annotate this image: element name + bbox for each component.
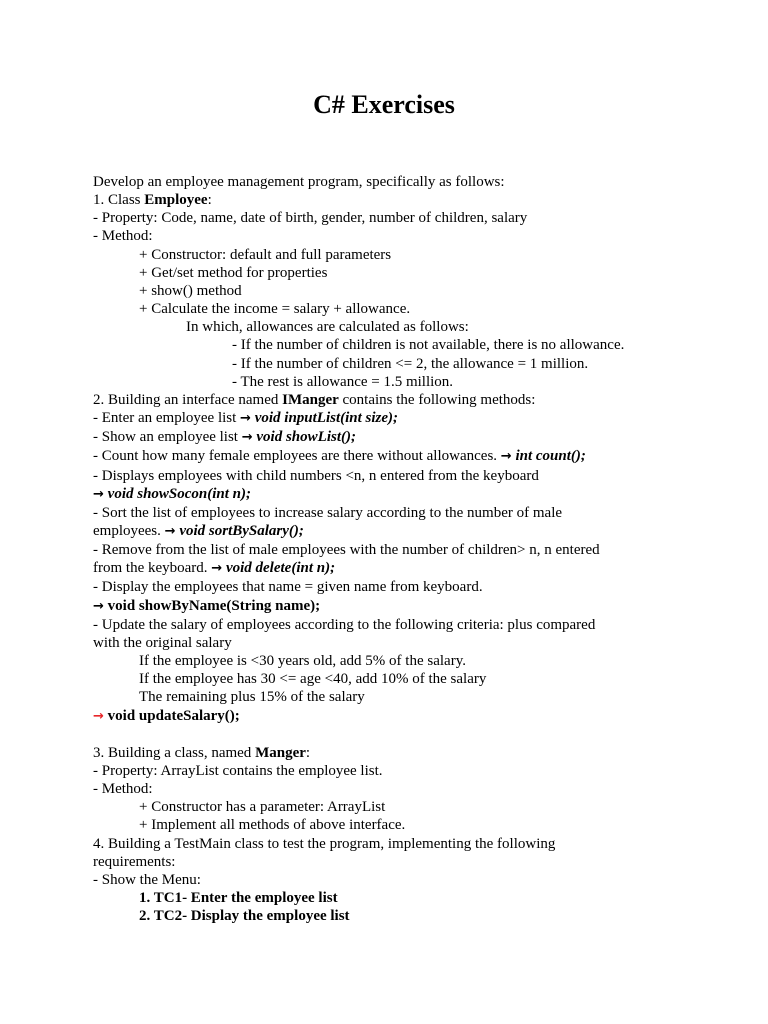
method-desc: from the keyboard. <box>93 560 212 577</box>
method-update-desc-2: with the original salary <box>93 634 232 651</box>
section-1-prefix: 1. Class <box>93 192 145 209</box>
section-3-heading <box>93 744 683 762</box>
arrow-icon: → <box>211 561 223 577</box>
interface-name: IManger <box>282 391 339 408</box>
method-signature: void sortBySalary(); <box>179 522 304 539</box>
method-show-by-name <box>93 597 683 616</box>
method-signature: void showSocon(int n); <box>107 485 252 502</box>
arrow-icon: → <box>241 430 253 446</box>
section-3-suffix: : <box>305 744 311 761</box>
method-sort <box>93 522 683 541</box>
employee-method-2: + Get/set method for properties <box>139 264 328 281</box>
manger-method-label: - Method: <box>93 781 153 798</box>
method-desc: - Show an employee list <box>93 429 242 446</box>
allowance-rule-2: - If the number of children <= 2, the allowance = 1 million. <box>232 355 589 372</box>
method-sort-desc: - Sort the list of employees to increase salary according to the number of male <box>93 504 563 521</box>
blank-line <box>93 726 683 744</box>
section-4-heading-1: 4. Building a TestMain class to test the program, implementing the following <box>93 835 556 852</box>
method-show-by-name-desc: - Display the employees that name = given name from keyboard. <box>93 579 483 596</box>
salary-criterion-1: If the employee is <30 years old, add 5% of the salary. <box>139 653 466 670</box>
arrow-icon: → <box>500 449 512 465</box>
section-4-heading-2: requirements: <box>93 853 176 870</box>
method-show-list <box>93 428 683 447</box>
allowance-rule-1: - If the number of children is not available, there is no allowance. <box>232 337 625 354</box>
section-2-suffix: contains the following methods: <box>338 391 536 408</box>
method-signature: void showList(); <box>256 429 356 446</box>
arrow-icon: → <box>240 411 251 427</box>
section-1-heading <box>93 191 683 209</box>
method-signature: void showByName(String name); <box>107 597 321 614</box>
page-title: C# Exercises <box>313 90 455 119</box>
method-signature: int count(); <box>515 448 586 465</box>
arrow-icon: → <box>164 523 176 539</box>
method-signature: void delete(int n); <box>225 560 336 577</box>
method-show-socon <box>93 485 683 504</box>
manger-method-2: + Implement all methods of above interface. <box>139 817 406 834</box>
method-desc: employees. <box>93 522 165 539</box>
salary-criterion-3: The remaining plus 15% of the salary <box>139 689 365 706</box>
employee-method-1: + Constructor: default and full parameters <box>139 246 392 263</box>
salary-criterion-2: If the employee has 30 <= age <40, add 10% of the salary <box>139 671 487 688</box>
allowance-rule-3: - The rest is allowance = 1.5 million. <box>232 373 454 390</box>
employee-method-3: + show() method <box>139 282 242 299</box>
method-signature: void inputList(int size); <box>254 410 399 427</box>
red-arrow-icon: → <box>93 708 104 724</box>
section-2-prefix: 2. Building an interface named <box>93 391 283 408</box>
method-desc: - Enter an employee list <box>93 410 241 427</box>
employee-method-4: + Calculate the income = salary + allowance. <box>139 301 411 318</box>
manger-method-1: + Constructor has a parameter: ArrayList <box>139 799 386 816</box>
section-3-prefix: 3. Building a class, named <box>93 744 256 761</box>
method-show-socon-desc: - Displays employees with child numbers <n, n entered from the keyboard <box>93 467 539 484</box>
class-name-employee: Employee <box>144 192 208 209</box>
document-body <box>93 173 683 925</box>
employee-method-label: - Method: <box>93 228 153 245</box>
menu-item-1: 1. TC1- Enter the employee list <box>139 890 338 907</box>
method-desc: - Count how many female employees are there without allowances. <box>93 448 501 465</box>
class-name-manger: Manger <box>255 744 306 761</box>
method-signature: void updateSalary(); <box>107 707 240 724</box>
arrow-icon: → <box>93 486 104 502</box>
arrow-icon: → <box>93 598 104 614</box>
method-delete <box>93 559 683 578</box>
menu-label: - Show the Menu: <box>93 871 201 888</box>
menu-item-2: 2. TC2- Display the employee list <box>139 908 350 925</box>
method-update-desc-1: - Update the salary of employees according to the following criteria: plus compared <box>93 616 596 633</box>
section-2-heading <box>93 391 683 409</box>
employee-property: - Property: Code, name, date of birth, gender, number of children, salary <box>93 210 528 227</box>
method-input-list <box>93 409 683 428</box>
method-delete-desc: - Remove from the list of male employees with the number of children> n, n entered <box>93 542 600 559</box>
intro-text: Develop an employee management program, specifically as follows: <box>93 174 505 190</box>
section-1-suffix: : <box>207 192 212 209</box>
method-update-salary <box>93 707 683 726</box>
method-count <box>93 447 683 466</box>
manger-property: - Property: ArrayList contains the employee list. <box>93 762 383 779</box>
allowance-intro: In which, allowances are calculated as follows: <box>186 319 469 336</box>
